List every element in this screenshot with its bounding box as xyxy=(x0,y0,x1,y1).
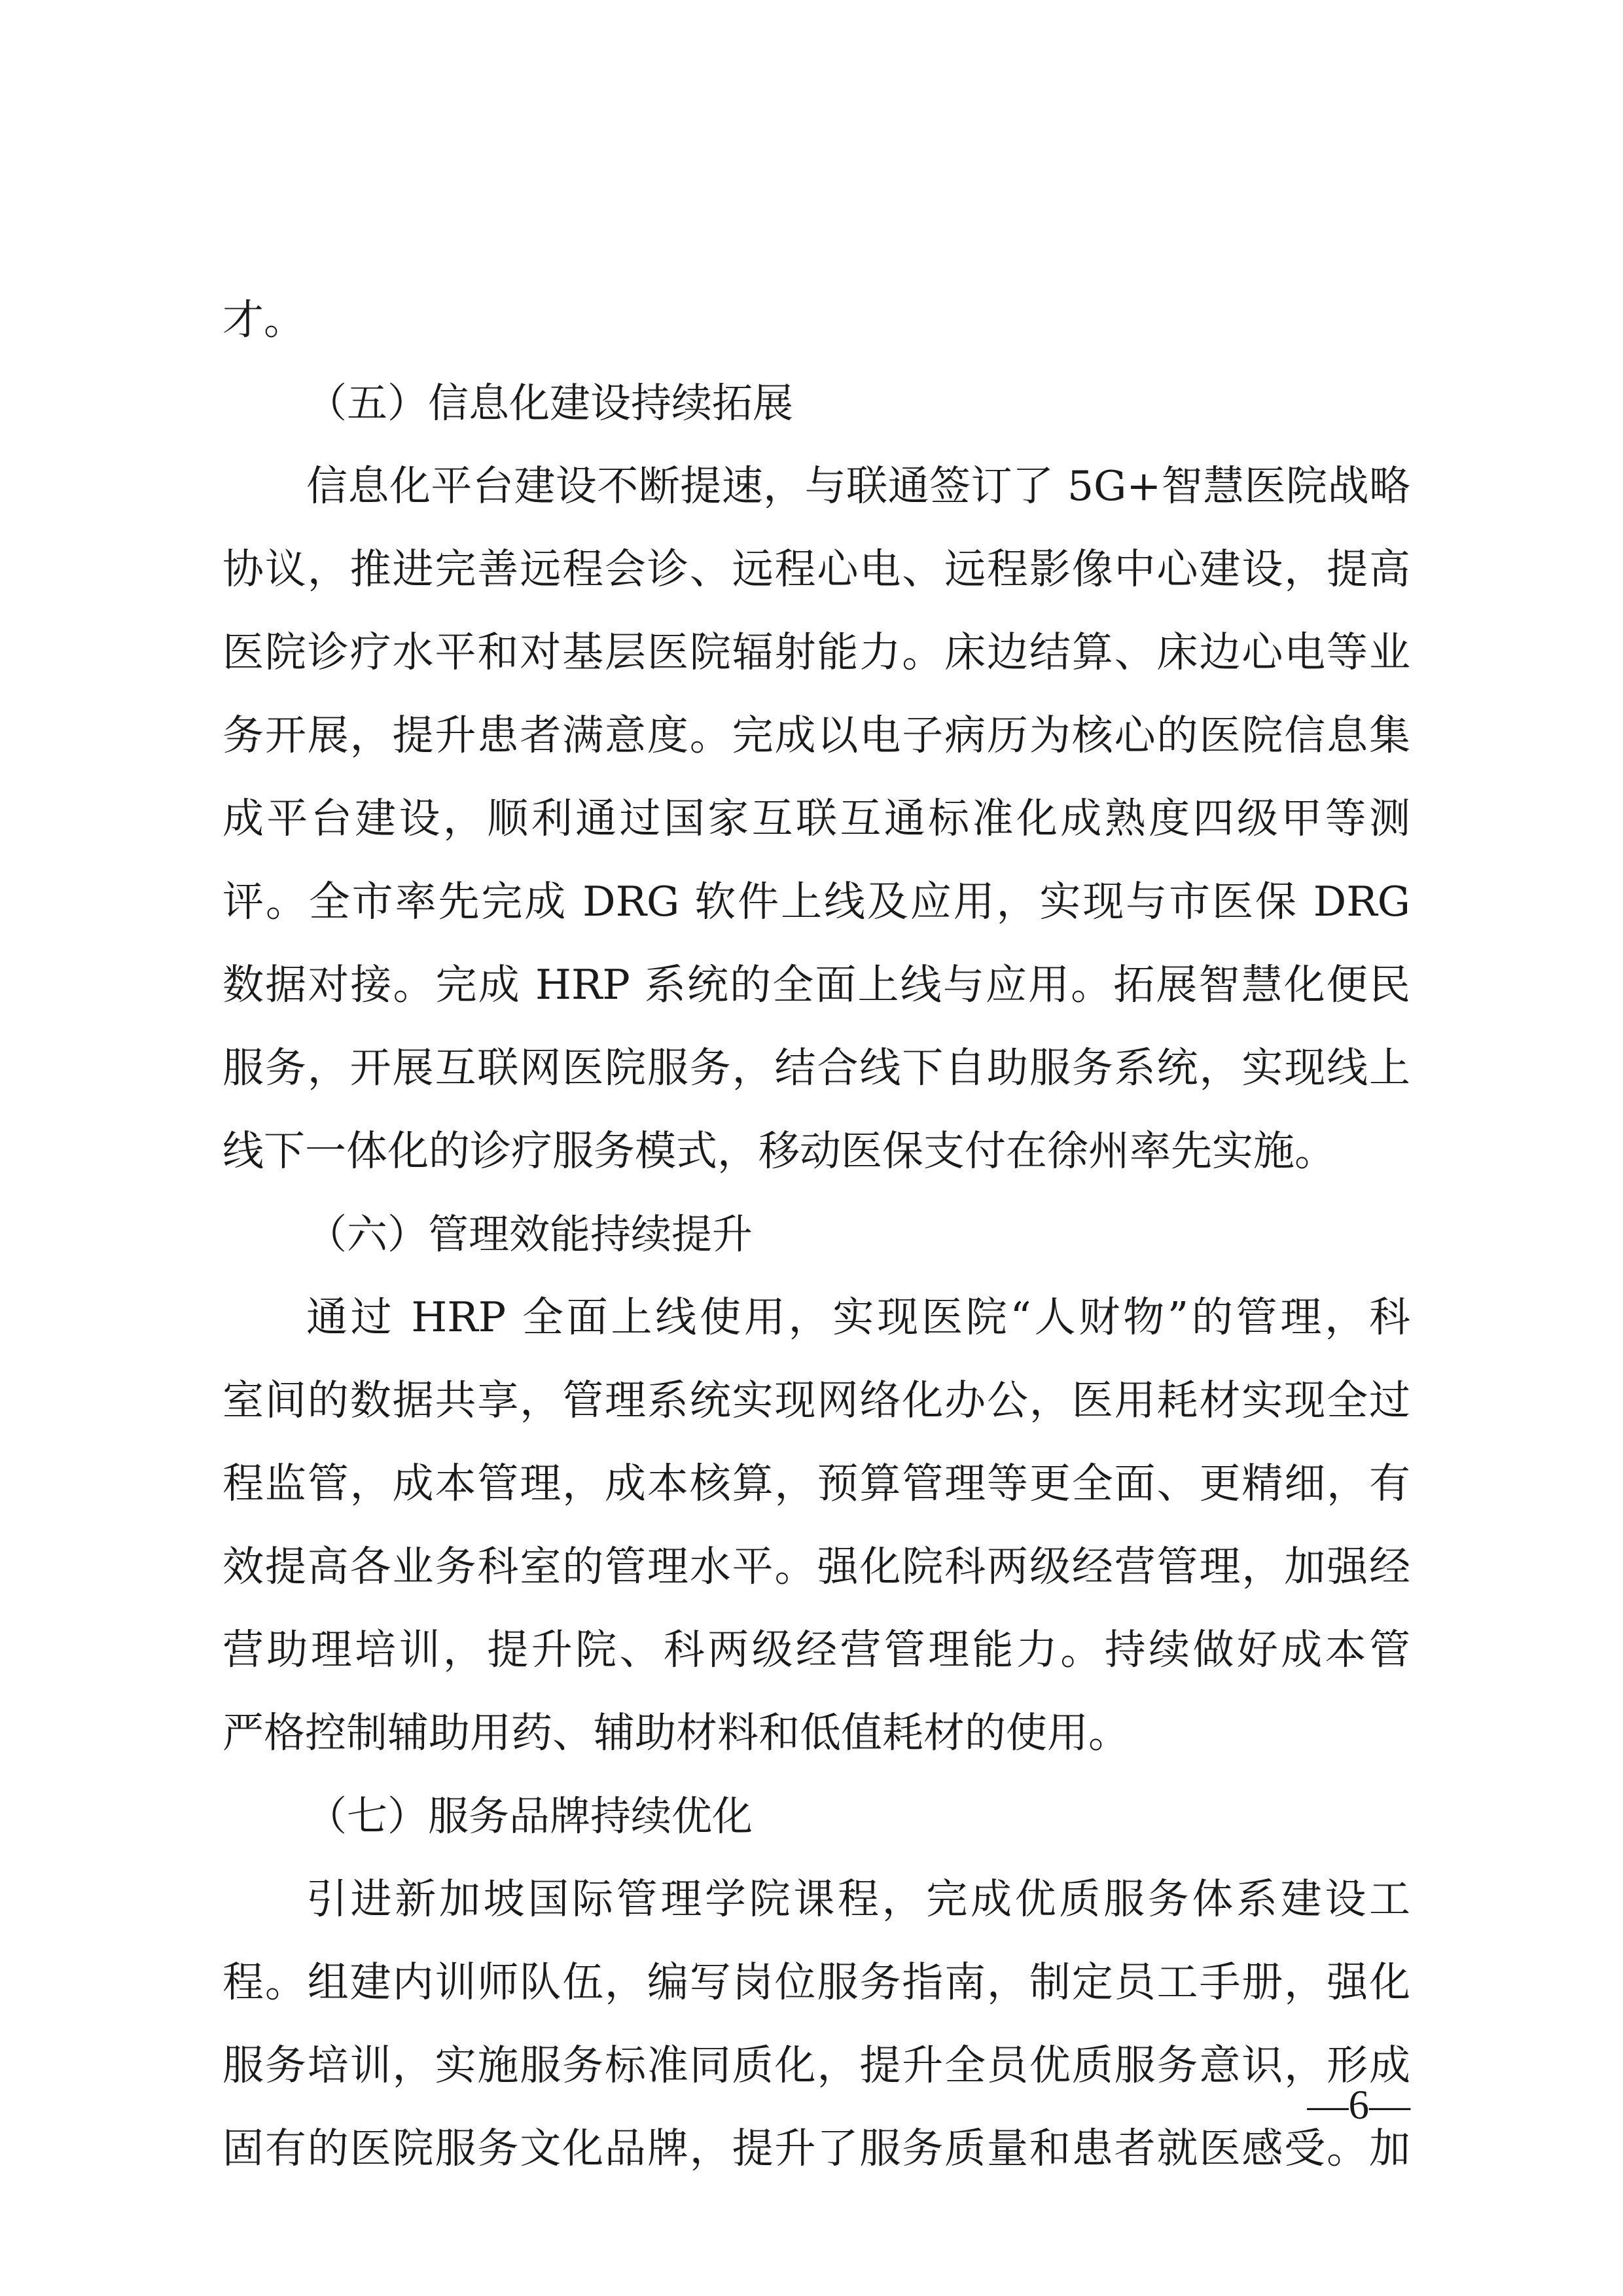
paragraph-line: 服务培训，实施服务标准同质化，提升全员优质服务意识，形成 xyxy=(223,2041,1410,2089)
paragraph-line: 严格控制辅助用药、辅助材料和低值耗材的使用。 xyxy=(223,1709,1130,1757)
paragraph-line: 务开展，提升患者满意度。完成以电子病历为核心的医院信息集 xyxy=(223,711,1410,759)
page-number: —6— xyxy=(1307,2082,1410,2128)
paragraph-line: 信息化平台建设不断提速，与联通签订了 5G+智慧医院战略 xyxy=(306,462,1410,510)
section-heading: （五）信息化建设持续拓展 xyxy=(306,379,794,427)
paragraph-line: 才。 xyxy=(223,296,305,344)
paragraph-line: 效提高各业务科室的管理水平。强化院科两级经营管理，加强经 xyxy=(223,1543,1410,1590)
paragraph-line: 评。全市率先完成 DRG 软件上线及应用，实现与市医保 DRG xyxy=(223,878,1410,925)
paragraph-line: 室间的数据共享，管理系统实现网络化办公，医用耗材实现全过 xyxy=(223,1376,1410,1424)
paragraph-line: 数据对接。完成 HRP 系统的全面上线与应用。拓展智慧化便民 xyxy=(223,961,1410,1009)
paragraph-line: 成平台建设，顺利通过国家互联互通标准化成熟度四级甲等测 xyxy=(223,795,1410,842)
paragraph-line: 医院诊疗水平和对基层医院辐射能力。床边结算、床边心电等业 xyxy=(223,628,1410,676)
paragraph-line: 固有的医院服务文化品牌，提升了服务质量和患者就医感受。加 xyxy=(223,2125,1410,2172)
section-heading: （七）服务品牌持续优化 xyxy=(306,1792,753,1840)
paragraph-line: 线下一体化的诊疗服务模式，移动医保支付在徐州率先实施。 xyxy=(223,1127,1336,1175)
paragraph-line: 服务，开展互联网医院服务，结合线下自助服务系统，实现线上 xyxy=(223,1044,1410,1092)
paragraph-line: 程。组建内训师队伍，编写岗位服务指南，制定员工手册，强化 xyxy=(223,1958,1410,2006)
section-heading: （六）管理效能持续提升 xyxy=(306,1210,753,1258)
paragraph-line: 引进新加坡国际管理学院课程，完成优质服务体系建设工 xyxy=(306,1875,1410,1923)
document-body xyxy=(223,278,1410,2190)
paragraph-line: 通过 HRP 全面上线使用，实现医院“人财物”的管理，科 xyxy=(306,1293,1410,1341)
paragraph-line: 协议，推进完善远程会诊、远程心电、远程影像中心建设，提高 xyxy=(223,545,1410,593)
paragraph-line: 营助理培训，提升院、科两级经营管理能力。持续做好成本管 xyxy=(223,1626,1410,1674)
paragraph-line: 程监管，成本管理，成本核算，预算管理等更全面、更精细，有 xyxy=(223,1460,1410,1507)
